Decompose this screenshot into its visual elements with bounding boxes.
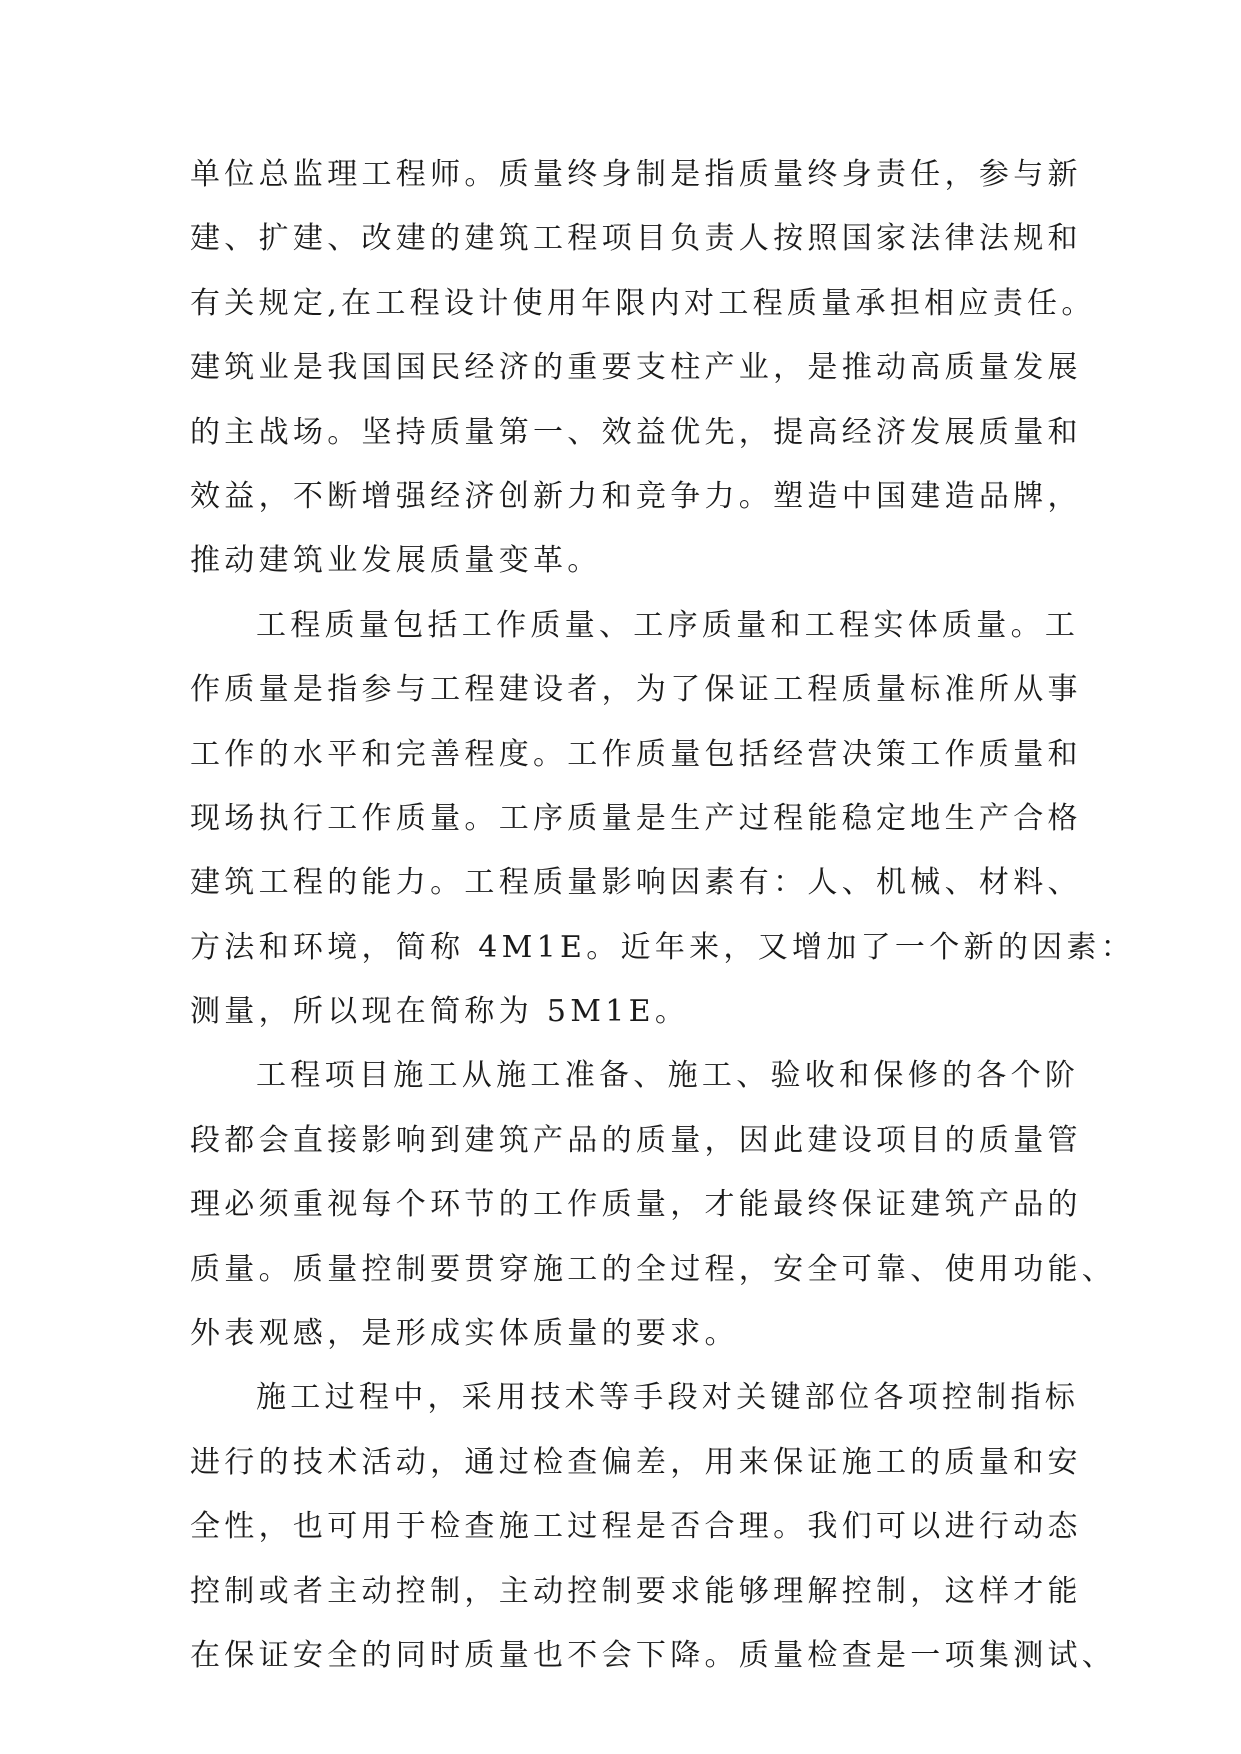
text-line: 全性，也可用于检查施工过程是否合理。我们可以进行动态 xyxy=(190,1509,1082,1545)
text-line: 推动建筑业发展质量变革。 xyxy=(190,543,602,579)
text-line: 建筑工程的能力。工程质量影响因素有：人、机械、材料、 xyxy=(190,865,1082,901)
text-line: 建筑业是我国国民经济的重要支柱产业，是推动高质量发展 xyxy=(190,350,1082,386)
text-line: 现场执行工作质量。工序质量是生产过程能稳定地生产合格 xyxy=(190,800,1082,836)
text-line: 在保证安全的同时质量也不会下降。质量检查是一项集测试、 xyxy=(190,1637,1117,1673)
text-line: 质量。质量控制要贯穿施工的全过程，安全可靠、使用功能、 xyxy=(190,1251,1117,1287)
paragraph-first-line: 工程质量包括工作质量、工序质量和工程实体质量。工 xyxy=(256,607,1080,643)
text-line: 段都会直接影响到建筑产品的质量，因此建设项目的质量管 xyxy=(190,1122,1082,1158)
paragraph-first-line: 施工过程中，采用技术等手段对关键部位各项控制指标 xyxy=(256,1380,1080,1416)
text-line: 有关规定,在工程设计使用年限内对工程质量承担相应责任。 xyxy=(190,285,1096,321)
text-line: 外表观感，是形成实体质量的要求。 xyxy=(190,1316,739,1352)
text-line: 进行的技术活动，通过检查偏差，用来保证施工的质量和安 xyxy=(190,1444,1082,1480)
text-line: 效益，不断增强经济创新力和竞争力。塑造中国建造品牌， xyxy=(190,478,1082,514)
text-line: 单位总监理工程师。质量终身制是指质量终身责任，参与新 xyxy=(190,157,1082,192)
text-line: 控制或者主动控制，主动控制要求能够理解控制，这样才能 xyxy=(190,1573,1082,1609)
text-line: 工作的水平和完善程度。工作质量包括经营决策工作质量和 xyxy=(190,736,1082,772)
text-line: 理必须重视每个环节的工作质量，才能最终保证建筑产品的 xyxy=(190,1187,1082,1223)
text-line: 的主战场。坚持质量第一、效益优先，提高经济发展质量和 xyxy=(190,414,1082,450)
text-line: 测量，所以现在简称为 5M1E。 xyxy=(190,994,690,1030)
text-line: 作质量是指参与工程建设者，为了保证工程质量标准所从事 xyxy=(190,672,1082,708)
body-text xyxy=(190,157,1136,1705)
text-line: 建、扩建、改建的建筑工程项目负责人按照国家法律法规和 xyxy=(190,221,1082,257)
text-line: 方法和环境，简称 4M1E。近年来，又增加了一个新的因素： xyxy=(190,929,1136,965)
paragraph-first-line: 工程项目施工从施工准备、施工、验收和保修的各个阶 xyxy=(256,1058,1080,1094)
